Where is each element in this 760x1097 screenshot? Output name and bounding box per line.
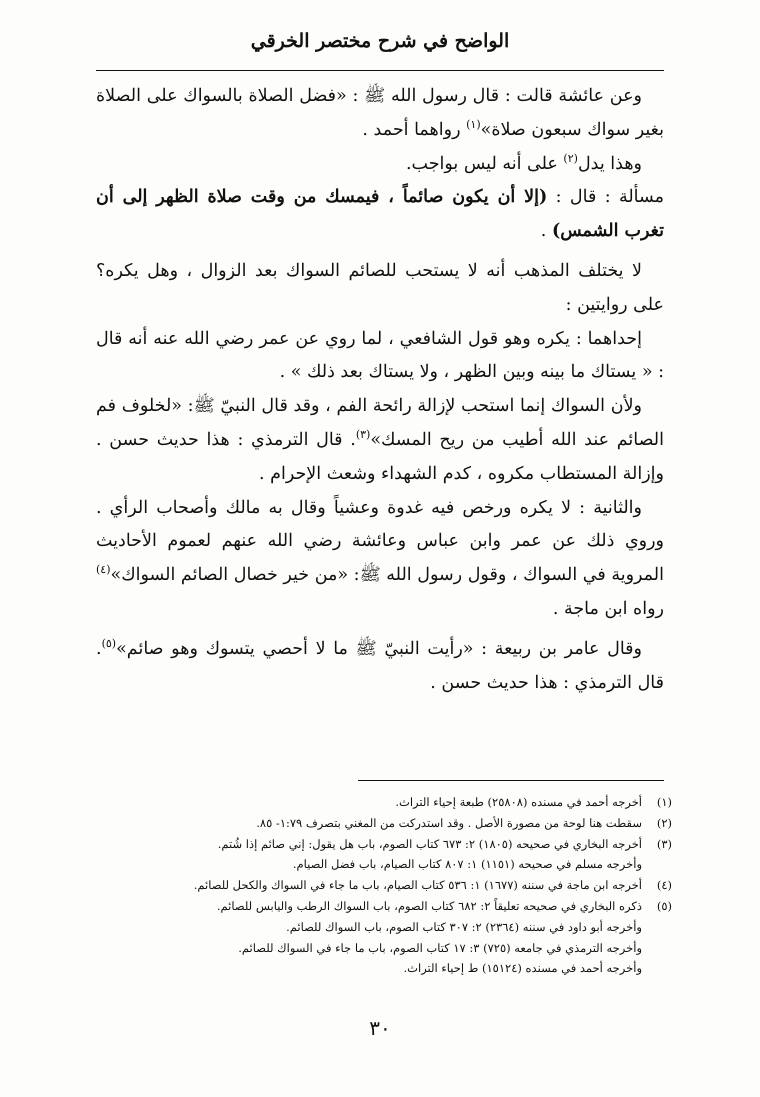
paragraph-1 [96,80,664,148]
footnote-text: ذكره البخاري في صحيحه تعليقاً ٢: ٦٨٢ كتاب الصوم، باب السواك الرطب واليابس للصائم. [216,898,642,913]
paragraph-7 [96,492,664,627]
paragraph-6-tail: . قال الترمذي : هذا حديث حسن . وإزالة المستطاب مكروه ، كدم الشهداء وشعث الإحرام . [96,429,664,484]
footnote-3-continued [96,854,672,875]
paragraph-2-tail: على أنه ليس بواجب. [405,153,564,174]
paragraph-1-tail: رواهما أحمد . [362,119,467,140]
footnote-ref-1: (١) [466,117,481,131]
paragraph-2-text: وهذا يدل [577,153,642,174]
paragraph-6 [96,390,664,491]
paragraph-8-tail: . قال الترمذي : هذا حديث حسن . [96,638,664,693]
footnote-number: (١) [656,795,672,809]
footnote-text: وأخرجه أحمد في مسنده (١٥١٢٤) ط إحياء التراث. [403,961,642,976]
footnote-divider [358,780,664,781]
footnote-5-continued [96,938,672,959]
paragraph-2 [96,148,664,182]
footnotes [96,792,672,979]
footnote-text: أخرجه ابن ماجة في سننه (١٦٧٧) ١: ٥٣٦ كتاب الصيام، باب ما جاء في السواك والكحل للصائم. [193,878,642,893]
footnote-3 [96,834,672,855]
footnote-1 [96,792,672,813]
paragraph-7-text: والثانية : لا يكره ورخص فيه غدوة وعشياً وقال به مالك وأصحاب الرأي . وروي ذلك عن عمر وابن عباس وعائشة رضي الله عنهم لعموم الأحاديث المروية في السواك ، وقول رسول الله ﷺ: «من خير خصال الصائم السواك» [96,497,664,586]
footnote-text: أخرجه أحمد في مسنده (٢٥٨٠٨) طبعة إحياء التراث. [395,795,642,809]
masala-label: مسألة : قال : [547,187,664,208]
footnote-number: (٥) [656,898,672,913]
paragraph-8-text: وقال عامر بن ربيعة : «رأيت النبيّ ﷺ ما لا أحصي يتسوك وهو صائم» [116,638,642,659]
masala-matn: (إلا أن يكون صائماً ، فيمسك من وقت صلاة الظهر إلى أن تغرب الشمس) [96,187,664,242]
footnote-text: سقطت هنا لوحة من مصورة الأصل . وقد استدركت من المغني بتصرف ١:٧٩- ٨٥. [256,815,642,830]
running-header: الواضح في شرح مختصر الخرقي [250,30,510,52]
footnote-5-continued [96,958,672,979]
footnote-text: أخرجه البخاري في صحيحه (١٨٠٥) ٢: ٦٧٣ كتاب الصوم، باب هل يقول: إني صائم إذا شُتم. [217,836,642,851]
main-text [96,80,664,700]
footnote-5 [96,896,672,917]
masala-tail: . [540,221,552,242]
paragraph-5: إحداهما : يكره وهو قول الشافعي ، لما روي عن عمر رضي الله عنه أنه قال : « يستاك ما بينه وبين الظهر ، ولا يستاك بعد ذلك » . [96,328,664,383]
paragraph-4: لا يختلف المذهب أنه لا يستحب للصائم السواك بعد الزوال ، وهل يكره؟ على روايتين : [96,260,664,315]
footnote-4 [96,875,672,896]
footnote-number: (٤) [656,878,672,893]
footnote-2 [96,813,672,834]
page-number: ٣٠ [369,1016,391,1040]
paragraph-3-masala [96,181,664,249]
footnote-number: (٣) [656,836,672,851]
paragraph-6-text: ولأن السواك إنما استحب لإزالة رائحة الفم ، وقد قال النبيّ ﷺ: «لخلوف فم الصائم عند الله أطيب من ريح المسك» [96,396,664,450]
header-divider [96,70,664,71]
footnote-number: (٢) [656,815,672,830]
footnote-ref-5: (٥) [101,636,117,650]
paragraph-1-text: وعن عائشة قالت : قال رسول الله ﷺ : «فضل الصلاة بالسواك على الصلاة بغير سواك سبعون صلاة» [96,86,664,140]
footnote-text: وأخرجه مسلم في صحيحه (١١٥١) ١: ٨٠٧ كتاب الصيام، باب فضل الصيام. [292,857,642,872]
paragraph-8 [96,633,664,701]
footnote-ref-3: (٣) [355,428,371,442]
footnote-text: وأخرجه أبو داود في سننه (٢٣٦٤) ٢: ٣٠٧ كتاب الصوم، باب السواك للصائم. [286,919,642,934]
paragraph-7-tail: رواه ابن ماجة . [552,598,664,619]
footnote-5-continued [96,917,672,938]
footnote-text: وأخرجه الترمذي في جامعه (٧٢٥) ٣: ١٧ كتاب الصوم، باب ما جاء في السواك للصائم. [238,940,642,955]
footnote-ref-4: (٤) [96,563,111,577]
footnote-ref-2: (٢) [563,151,578,165]
